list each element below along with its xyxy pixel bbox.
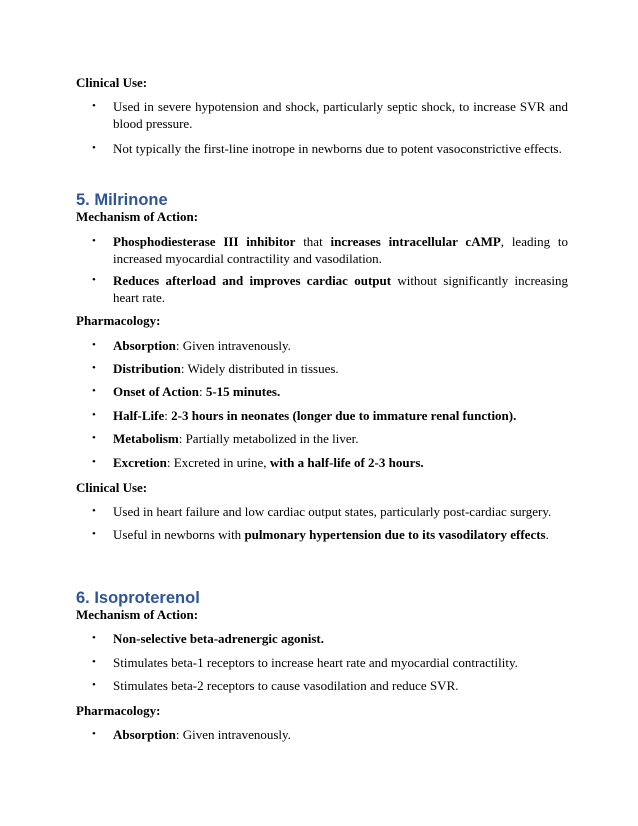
section-label-mechanism: Mechanism of Action:: [76, 607, 199, 622]
list-item: • Used in heart failure and low cardiac output states, particularly post-cardiac surgery.: [92, 504, 552, 519]
list-item: • Used in severe hypotension and shock, particularly septic shock, to increase SVR and blood pressure.: [92, 99, 568, 131]
bullet-icon: •: [92, 274, 96, 286]
list-item: • Stimulates beta-1 receptors to increase heart rate and myocardial contractility.: [92, 655, 518, 670]
section-heading-isoproterenol: 6. Isoproterenol: [76, 589, 200, 607]
bullet-icon: •: [92, 432, 96, 444]
section-label-mechanism: Mechanism of Action:: [76, 209, 199, 224]
bullet-icon: •: [92, 456, 96, 468]
section-label-pharmacology: Pharmacology:: [76, 313, 161, 328]
section-label-clinical-use: Clinical Use:: [76, 75, 148, 90]
bullet-icon: •: [92, 679, 96, 691]
bullet-icon: •: [92, 728, 96, 740]
bullet-icon: •: [92, 142, 96, 154]
bullet-icon: •: [92, 632, 96, 644]
bullet-icon: •: [92, 235, 96, 247]
list-item: • Not typically the first-line inotrope in newborns due to potent vasoconstrictive effects.: [92, 141, 562, 156]
bullet-icon: •: [92, 656, 96, 668]
list-item: • Distribution: Widely distributed in tissues.: [92, 361, 339, 376]
list-item: • Phosphodiesterase III inhibitor that increases intracellular cAMP, leading to increased myocardial contractility and vasodilation.: [92, 234, 568, 266]
list-item: • Absorption: Given intravenously.: [92, 338, 291, 353]
bullet-icon: •: [92, 505, 96, 517]
list-item: • Absorption: Given intravenously.: [92, 727, 291, 742]
bullet-icon: •: [92, 385, 96, 397]
list-item: • Reduces afterload and improves cardiac output without significantly increasing heart rate.: [92, 273, 568, 305]
bullet-icon: •: [92, 100, 96, 112]
list-item: • Onset of Action: 5-15 minutes.: [92, 384, 281, 399]
list-item: • Non-selective beta-adrenergic agonist.: [92, 631, 324, 646]
bullet-icon: •: [92, 528, 96, 540]
section-heading-milrinone: 5. Milrinone: [76, 191, 168, 209]
list-item: • Stimulates beta-2 receptors to cause vasodilation and reduce SVR.: [92, 678, 459, 693]
bullet-icon: •: [92, 339, 96, 351]
list-item: • Metabolism: Partially metabolized in the liver.: [92, 431, 359, 446]
section-label-pharmacology: Pharmacology:: [76, 703, 161, 718]
list-item: • Useful in newborns with pulmonary hypertension due to its vasodilatory effects.: [92, 527, 549, 542]
bullet-icon: •: [92, 362, 96, 374]
list-item: • Excretion: Excreted in urine, with a half-life of 2-3 hours.: [92, 455, 424, 470]
list-item: • Half-Life: 2-3 hours in neonates (longer due to immature renal function).: [92, 408, 517, 423]
section-label-clinical-use: Clinical Use:: [76, 480, 148, 495]
bullet-icon: •: [92, 409, 96, 421]
